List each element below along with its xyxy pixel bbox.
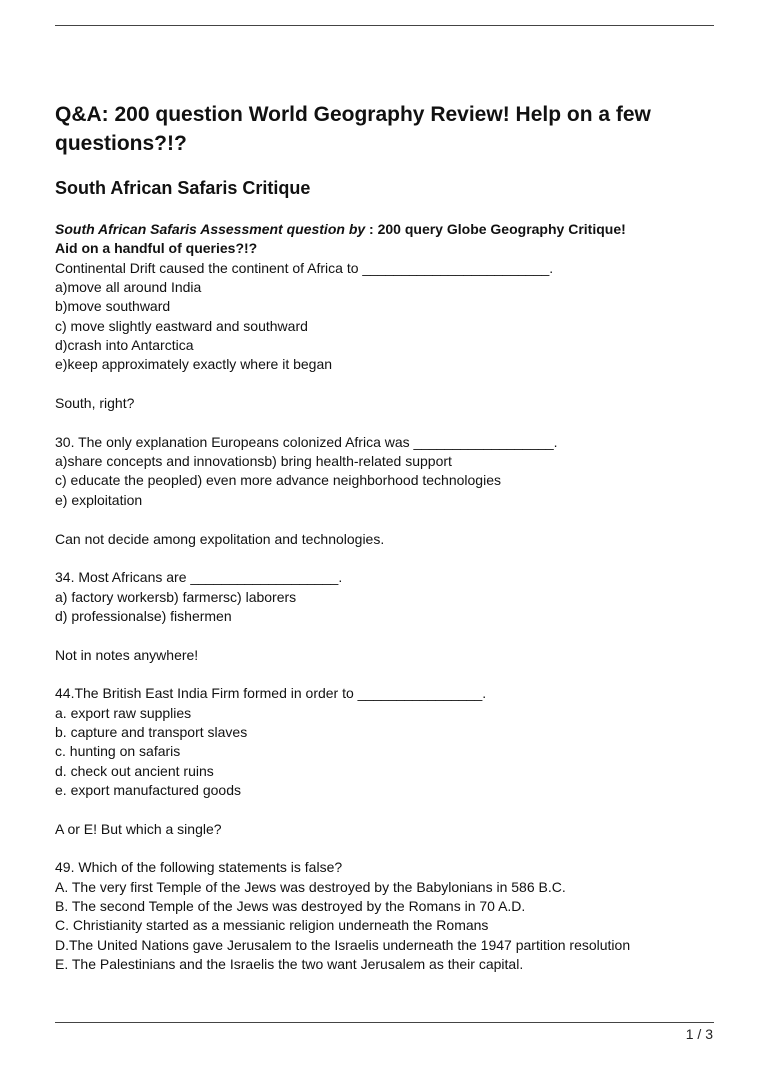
- body-line: e) exploitation: [55, 491, 143, 508]
- body-line: Continental Drift caused the continent of Africa to ________________________.: [55, 259, 554, 276]
- body-line: D.The United Nations gave Jerusalem to the Israelis underneath the 1947 partition resolution: [55, 936, 631, 953]
- byline-line-1: [55, 220, 735, 239]
- body-line: a)move all around India: [55, 279, 202, 296]
- blank-line: [55, 839, 735, 858]
- body-line: d) professionalse) fishermen: [55, 607, 232, 624]
- footer-rule: [55, 1022, 714, 1023]
- blank-line: [55, 800, 735, 819]
- body-line: c. hunting on safaris: [55, 743, 181, 760]
- body-line: C. Christianity started as a messianic religion underneath the Romans: [55, 917, 489, 934]
- blank-line: [55, 626, 735, 645]
- body-line: d)crash into Antarctica: [55, 337, 194, 354]
- body-line: b. capture and transport slaves: [55, 723, 248, 740]
- document-body: [55, 220, 735, 974]
- blank-line: [55, 413, 735, 432]
- body-line: e)keep approximately exactly where it began: [55, 356, 333, 373]
- body-line: A or E! But which a single?: [55, 820, 222, 837]
- body-line: A. The very first Temple of the Jews was destroyed by the Babylonians in 586 B.C.: [55, 878, 566, 895]
- blank-line: [55, 665, 735, 684]
- body-line: 30. The only explanation Europeans colonized Africa was __________________.: [55, 433, 558, 450]
- blank-line: [55, 510, 735, 529]
- body-line: e. export manufactured goods: [55, 781, 242, 798]
- body-line: Can not decide among expolitation and technologies.: [55, 530, 385, 547]
- body-line: E. The Palestinians and the Israelis the two want Jerusalem as their capital.: [55, 956, 524, 973]
- body-line: Not in notes anywhere!: [55, 646, 199, 663]
- body-line: c) educate the peopled) even more advance neighborhood technologies: [55, 472, 501, 489]
- byline-rest: : 200 query Globe Geography Critique!: [365, 221, 626, 237]
- byline-line-2: Aid on a handful of queries?!?: [55, 240, 258, 257]
- blank-line: [55, 375, 735, 394]
- body-line: b)move southward: [55, 298, 171, 315]
- body-line: a) factory workersb) farmersc) laborers: [55, 588, 297, 605]
- byline-italic: South African Safaris Assessment question by: [55, 221, 366, 237]
- body-line: c) move slightly eastward and southward: [55, 317, 308, 334]
- blank-line: [55, 549, 735, 568]
- body-lines: [55, 259, 735, 975]
- body-line: 34. Most Africans are ___________________.: [55, 569, 343, 586]
- body-line: South, right?: [55, 395, 135, 412]
- document-title: Q&A: 200 question World Geography Review! Help on a few questions?!?: [55, 103, 651, 155]
- body-line: 49. Which of the following statements is false?: [55, 859, 343, 876]
- body-line: a. export raw supplies: [55, 704, 192, 721]
- body-line: a)share concepts and innovationsb) bring health-related support: [55, 453, 452, 470]
- header-rule: [55, 25, 714, 26]
- body-line: 44.The British East India Firm formed in order to ________________.: [55, 685, 487, 702]
- body-line: d. check out ancient ruins: [55, 762, 214, 779]
- page-number: 1 / 3: [685, 1026, 713, 1042]
- body-line: B. The second Temple of the Jews was destroyed by the Romans in 70 A.D.: [55, 898, 526, 915]
- document-subtitle: South African Safaris Critique: [55, 178, 311, 198]
